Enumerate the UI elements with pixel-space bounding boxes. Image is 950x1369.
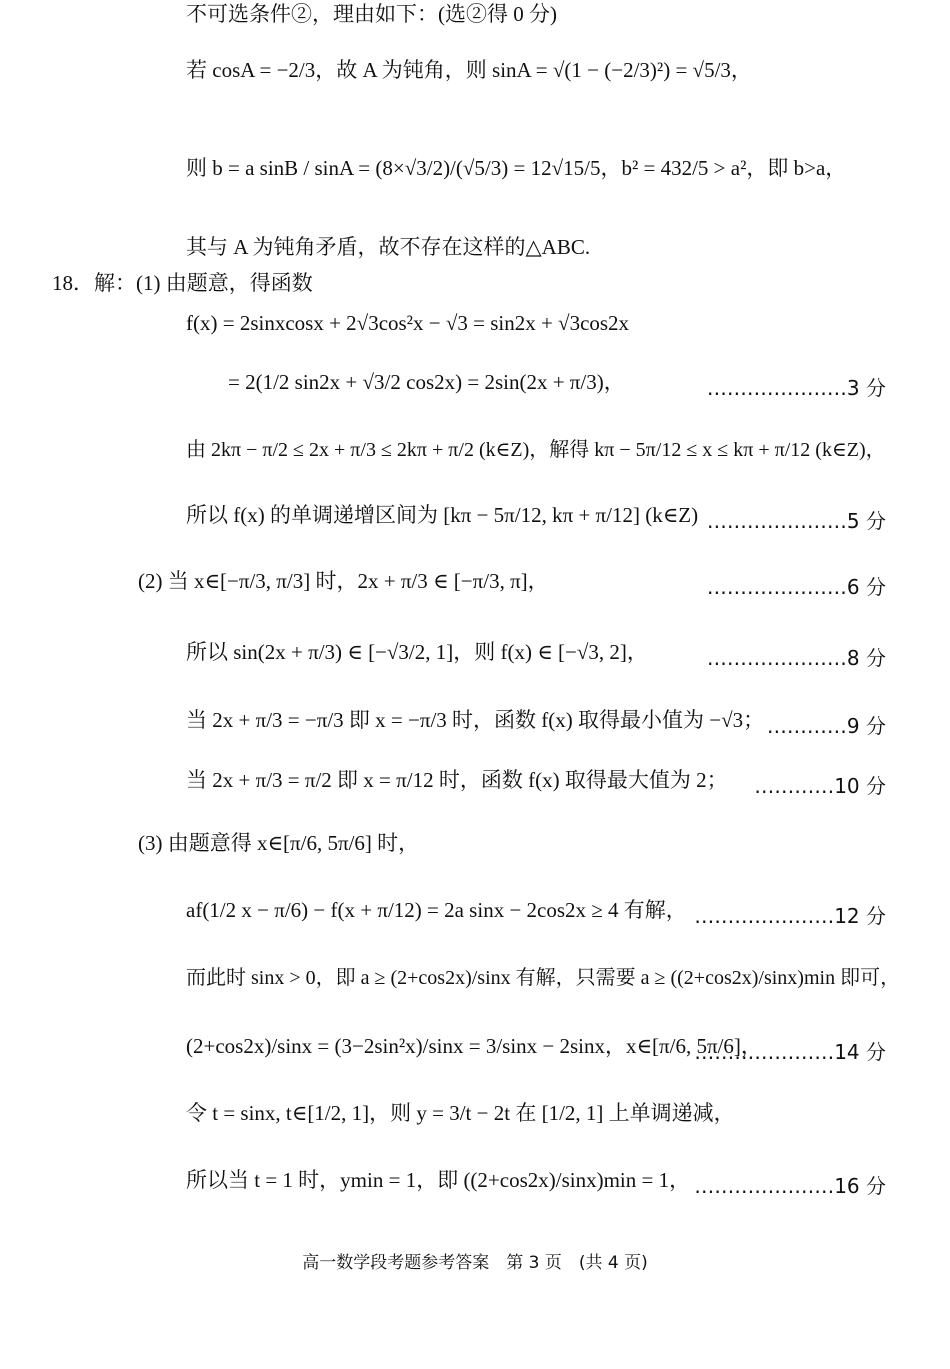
text-line: = 2(1/2 sin2x + √3/2 cos2x) = 2sin(2x + π/3)，: [228, 370, 625, 394]
text-line: 由 2kπ − π/2 ≤ 2x + π/3 ≤ 2kπ + π/2 (k∈Z)，解得 kπ − 5π/12 ≤ x ≤ kπ + π/12 (k∈Z)，: [186, 439, 886, 461]
text-line: (3) 由题意得 x∈[π/6, 5π/6] 时，: [138, 831, 420, 855]
text-line: (2+cos2x)/sinx = (3−2sin²x)/sinx = 3/sinx − 2sinx，x∈[π/6, 5π/6]，: [186, 1034, 762, 1058]
score-marker: …………………3 分: [706, 376, 886, 400]
score-marker: …………………6 分: [706, 575, 886, 599]
score-marker: …………………5 分: [706, 509, 886, 533]
text-line: 不可选条件②，理由如下：(选②得 0 分): [186, 2, 557, 26]
text-line: 所以当 t = 1 时，ymin = 1，即 ((2+cos2x)/sinx)min = 1，: [186, 1168, 691, 1192]
score-marker: …………………14 分: [694, 1040, 886, 1064]
text-line: 所以 f(x) 的单调递增区间为 [kπ − 5π/12, kπ + π/12] (k∈Z): [186, 503, 699, 527]
score-marker: …………9 分: [766, 714, 886, 738]
text-line: 当 2x + π/3 = −π/3 即 x = −π/3 时，函数 f(x) 取得最小值为 −√3；: [186, 708, 765, 732]
text-line: 其与 A 为钝角矛盾，故不存在这样的△ABC.: [186, 235, 591, 259]
text-line: 所以 sin(2x + π/3) ∈ [−√3/2, 1]，则 f(x) ∈ [−√3, 2]，: [186, 640, 648, 664]
text-line: (2) 当 x∈[−π/3, π/3] 时，2x + π/3 ∈ [−π/3, π]，: [138, 569, 549, 593]
score-marker: …………………16 分: [694, 1174, 886, 1198]
text-line: af(1/2 x − π/6) − f(x + π/12) = 2a sinx − 2cos2x ≥ 4 有解，: [186, 898, 687, 922]
text-line: 令 t = sinx, t∈[1/2, 1]，则 y = 3/t − 2t 在 [1/2, 1] 上单调递减，: [186, 1101, 735, 1125]
text-line: 则 b = a sinB / sinA = (8×√3/2)/(√5/3) = 12√15/5，b² = 432/5 > a²，即 b>a，: [186, 156, 847, 180]
score-marker: …………………12 分: [694, 904, 886, 928]
score-marker: …………………8 分: [706, 646, 886, 670]
page-footer: 高一数学段考题参考答案 第 3 页 (共 4 页): [302, 1253, 648, 1273]
text-line: 而此时 sinx > 0，即 a ≥ (2+cos2x)/sinx 有解，只需要 a ≥ ((2+cos2x)/sinx)min 即可，: [186, 967, 901, 989]
text-line: f(x) = 2sinxcosx + 2√3cos²x − √3 = sin2x + √3cos2x: [186, 311, 630, 335]
score-marker: …………10 分: [754, 774, 886, 798]
text-line: 当 2x + π/3 = π/2 即 x = π/12 时，函数 f(x) 取得最大值为 2；: [186, 768, 728, 792]
problem-heading: 18．解：(1) 由题意，得函数: [52, 271, 313, 295]
text-line: 若 cosA = −2/3，故 A 为钝角，则 sinA = √(1 − (−2/3)²) = √5/3，: [186, 58, 752, 82]
